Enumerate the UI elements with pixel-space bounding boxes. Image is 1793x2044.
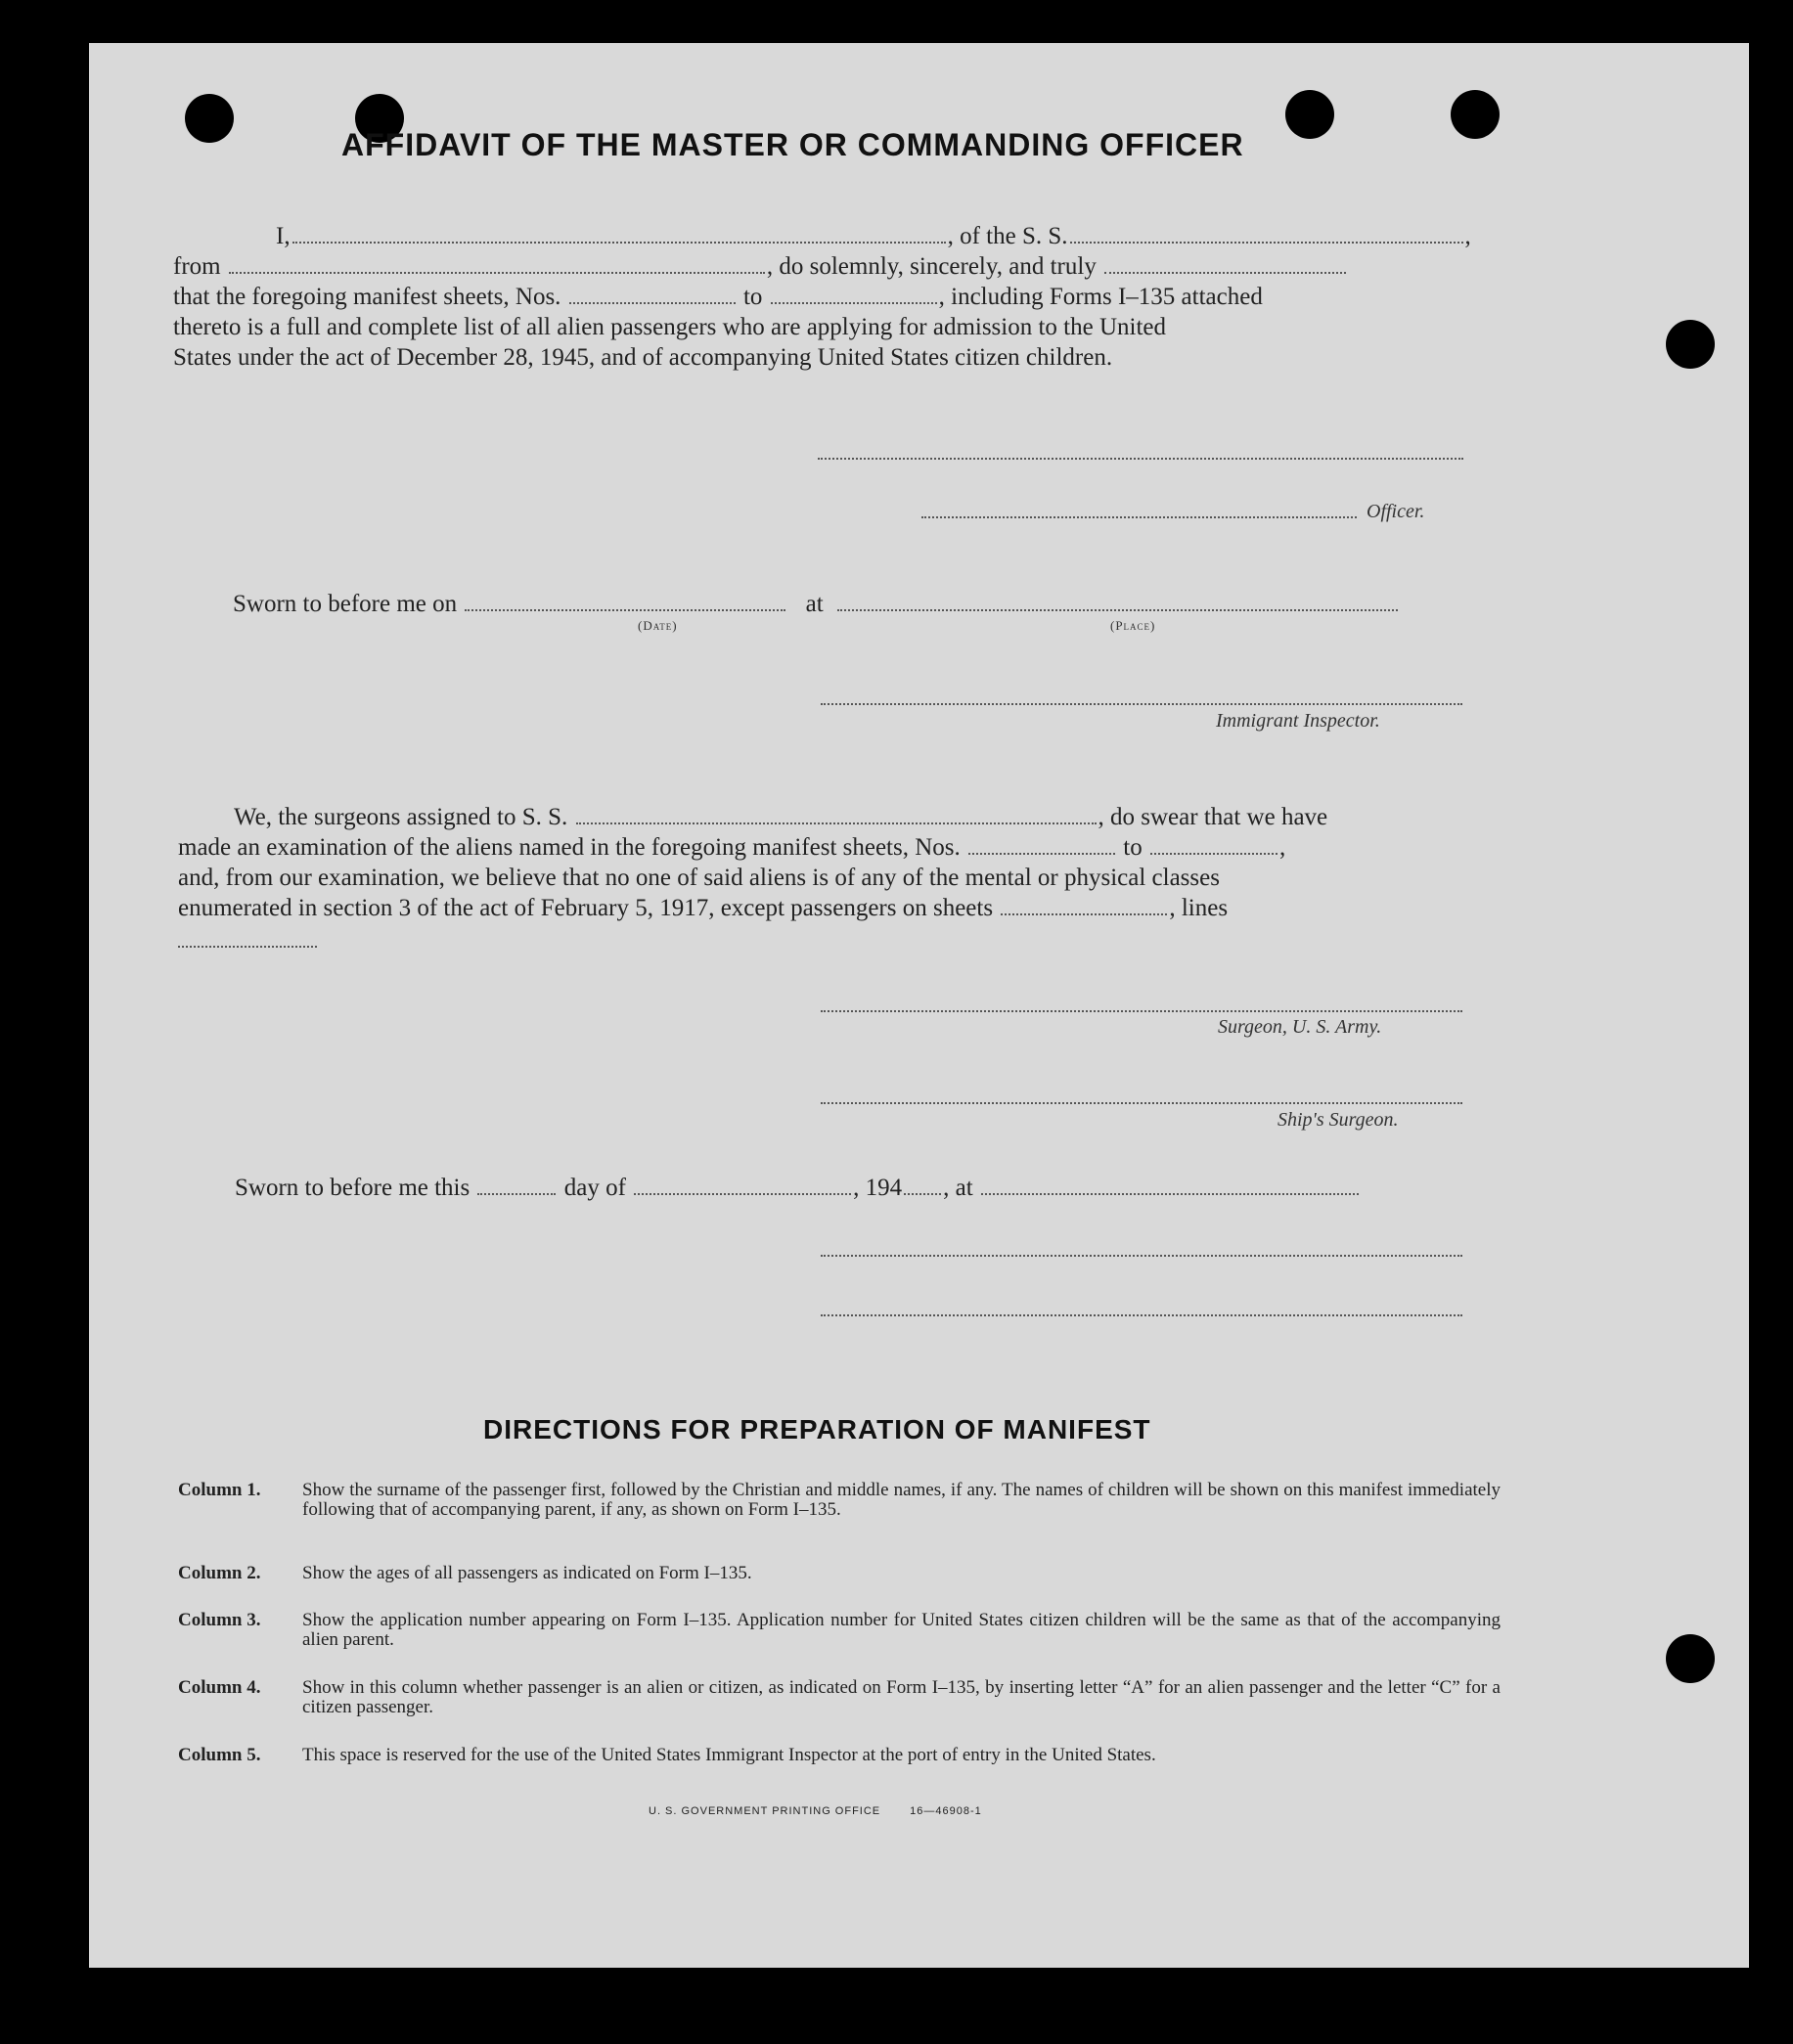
- surgeons-line-1: We, the surgeons assigned to S. S. , do swear that we have: [234, 804, 1328, 830]
- affidavit-line-2: from , do solemnly, sincerely, and truly: [173, 251, 1348, 282]
- affidavit-line-1: I, , of the S. S. ,: [276, 223, 1471, 249]
- sworn-place-field[interactable]: [837, 592, 1398, 611]
- direction-text: Show the ages of all passengers as indicated on Form I–135.: [302, 1563, 752, 1583]
- from-field[interactable]: [229, 254, 765, 274]
- directions-title: DIRECTIONS FOR PREPARATION OF MANIFEST: [483, 1414, 1151, 1444]
- affidavit-line-5: States under the act of December 28, 1945, and of accompanying United States citizen children.: [173, 344, 1113, 371]
- surgeons-line-2: made an examination of the aliens named in the foregoing manifest sheets, Nos. to ,: [178, 834, 1286, 861]
- sworn-year-field[interactable]: [904, 1176, 941, 1195]
- officer-title-line[interactable]: [921, 516, 1357, 518]
- except-sheets-field[interactable]: [1001, 896, 1167, 915]
- surgeons-ship-field[interactable]: [576, 805, 1097, 824]
- direction-label: Column 5.: [178, 1745, 261, 1765]
- lines-field[interactable]: [178, 946, 317, 948]
- sworn-line-1: Sworn to before me on at: [233, 589, 1400, 619]
- officer-label: Officer.: [1367, 501, 1425, 522]
- direction-text: Show the application number appearing on Form I–135. Application number for United States citizen children will be the same as that of the accompanying alien parent.: [302, 1610, 1501, 1650]
- ship-surgeon-signature-line[interactable]: [821, 1102, 1462, 1104]
- surgeons-line-4: enumerated in section 3 of the act of February 5, 1917, except passengers on sheets , lines: [178, 895, 1229, 921]
- affidavit-line-3: that the foregoing manifest sheets, Nos. to , including Forms I–135 attached: [173, 284, 1263, 310]
- punch-hole: [1666, 320, 1715, 369]
- footer-printer: U. S. GOVERNMENT PRINTING OFFICE 16—46908-1: [649, 1805, 982, 1817]
- inspector-signature-line[interactable]: [821, 703, 1462, 705]
- surgeons-sheet-from-field[interactable]: [968, 835, 1115, 855]
- sworn-signature-line-2[interactable]: [821, 1314, 1462, 1316]
- sheet-from-field[interactable]: [569, 285, 736, 304]
- place-label: (Place): [1110, 618, 1156, 633]
- punch-hole: [185, 94, 234, 143]
- punch-hole: [1666, 1634, 1715, 1683]
- direction-label: Column 3.: [178, 1610, 261, 1630]
- punch-hole: [1285, 90, 1334, 139]
- ship-name-field[interactable]: [1070, 224, 1463, 244]
- date-label: (Date): [638, 618, 678, 633]
- direction-text: This space is reserved for the use of the United States Immigrant Inspector at the port of entry in the United States.: [302, 1745, 1156, 1765]
- surgeons-sheet-to-field[interactable]: [1150, 835, 1278, 855]
- sworn-at-field[interactable]: [981, 1176, 1359, 1195]
- ship-surgeon-label: Ship's Surgeon.: [1278, 1109, 1399, 1131]
- army-surgeon-signature-line[interactable]: [821, 1010, 1462, 1012]
- direction-label: Column 4.: [178, 1677, 261, 1698]
- affidavit-title: AFFIDAVIT OF THE MASTER OR COMMANDING OFFICER: [341, 127, 1244, 162]
- surgeons-line-3: and, from our examination, we believe that no one of said aliens is of any of the mental or physical classes: [178, 865, 1220, 891]
- inspector-label: Immigrant Inspector.: [1216, 710, 1380, 732]
- direction-label: Column 2.: [178, 1563, 261, 1583]
- punch-hole: [1451, 90, 1500, 139]
- direction-text: Show the surname of the passenger first, followed by the Christian and middle names, if any. The names of children will be shown on this manifest immediately following that of accompanying parent, if any, as shown on Form I–135.: [302, 1480, 1501, 1520]
- sworn-month-field[interactable]: [634, 1176, 851, 1195]
- sheet-to-field[interactable]: [771, 285, 937, 304]
- sworn-line-2: Sworn to before me this day of , 194 , at: [235, 1173, 1361, 1203]
- direction-text: Show in this column whether passenger is an alien or citizen, as indicated on Form I–135, by inserting letter “A” for an alien passenger and the letter “C” for a citizen passenger.: [302, 1677, 1501, 1717]
- sworn-date-field[interactable]: [465, 592, 785, 611]
- affidavit-line-4: thereto is a full and complete list of all alien passengers who are applying for admission to the United: [173, 314, 1167, 340]
- sworn-signature-line-1[interactable]: [821, 1255, 1462, 1257]
- form-sheet: [89, 43, 1749, 1968]
- name-field[interactable]: [292, 224, 946, 244]
- sworn-day-field[interactable]: [477, 1176, 556, 1195]
- direction-label: Column 1.: [178, 1480, 261, 1500]
- army-surgeon-label: Surgeon, U. S. Army.: [1218, 1016, 1382, 1038]
- officer-signature-line[interactable]: [818, 458, 1463, 460]
- truly-field[interactable]: [1104, 254, 1346, 274]
